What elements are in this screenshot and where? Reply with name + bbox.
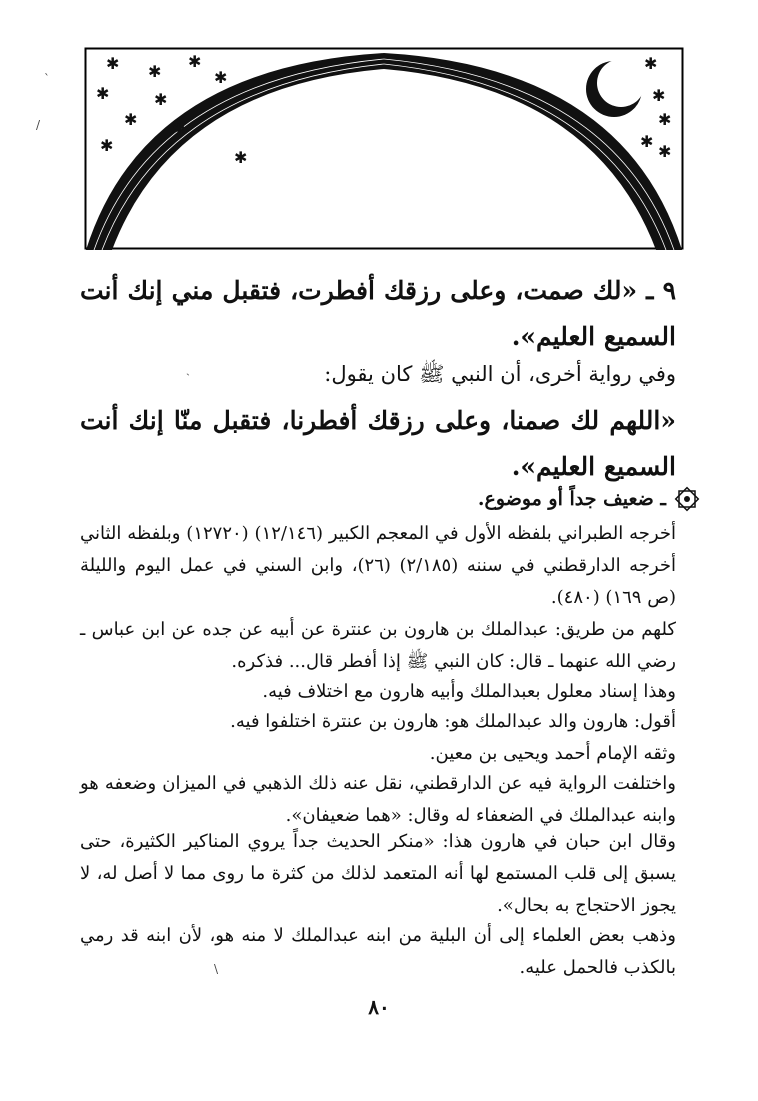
svg-text:✱: ✱ <box>214 68 228 87</box>
paragraph-3: وهذا إسناد معلول بعبدالملك وأبيه هارون مع اختلاف فيه. <box>262 681 676 702</box>
crescent-stars-arch-icon <box>84 47 684 250</box>
svg-text:✱: ✱ <box>172 120 186 139</box>
grade-heading: ـ ضعيف جداً أو موضوع. <box>477 488 666 510</box>
svg-text:✱: ✱ <box>658 110 672 129</box>
scan-mark: / <box>36 118 41 132</box>
paragraph-1: أخرجه الطبراني بلفظه الأول في المعجم الكبير (١٢/١٤٦) (١٢٧٢٠) وبلفظه الثاني أخرجه الدارقطني في سننه (٢/١٨٥) (٢٦)، وابن السني في عمل اليوم والليلة (ص ١٦٩) (٤٨٠). <box>80 523 676 608</box>
banner-illustration <box>84 47 684 250</box>
svg-text:✱: ✱ <box>100 136 114 155</box>
scan-mark: \ <box>214 962 219 976</box>
octagram-star-icon <box>674 486 700 512</box>
svg-text:✱: ✱ <box>148 62 162 81</box>
svg-text:✱: ✱ <box>652 86 666 105</box>
paragraph-2: كلهم من طريق: عبدالملك بن هارون بن عنترة عن أبيه عن جده عن ابن عباس ـ رضي الله عنهما ـ قال: كان النبي ﷺ إذا أفطر قال... فذكره. <box>80 619 676 672</box>
scan-mark: ˎ <box>186 362 190 376</box>
svg-text:✱: ✱ <box>96 84 110 103</box>
svg-text:✱: ✱ <box>124 110 138 129</box>
paragraph-5: وثقه الإمام أحمد ويحيى بن معين. <box>429 743 676 764</box>
svg-text:✱: ✱ <box>188 52 202 71</box>
paragraph-8: وذهب بعض العلماء إلى أن البلية من ابنه عبدالملك لا منه هو، لأن ابنه قد رمي بالكذب فالحمل عليه. <box>80 925 676 978</box>
svg-text:✱: ✱ <box>640 132 654 151</box>
svg-text:✱: ✱ <box>154 90 168 109</box>
hadith-variant-text: «اللهم لك صمنا، وعلى رزقك أفطرنا، فتقبل منّا إنك أنت السميع العليم». <box>80 406 676 481</box>
hadith-main-text: ٩ ـ «لك صمت، وعلى رزقك أفطرت، فتقبل مني إنك أنت السميع العليم». <box>80 276 676 351</box>
paragraph-7: وقال ابن حبان في هارون هذا: «منكر الحديث جداً يروي المناكير الكثيرة، حتى يسبق إلى قلب المستمع لها أنه المتعمد لذلك من كثرة ما روى مما لا أصل له، لا يجوز الاحتجاج به بحال». <box>80 831 676 916</box>
scan-mark: ˋ <box>44 72 50 86</box>
page-number: ٨٠ <box>368 995 390 1019</box>
paragraph-6: واختلفت الرواية فيه عن الدارقطني، نقل عنه ذلك الذهبي في الميزان وضعفه هو وابنه عبدالملك في الضعفاء له وقال: «هما ضعيفان». <box>80 773 676 826</box>
narration-intro: وفي رواية أخرى، أن النبي ﷺ كان يقول: <box>324 362 676 386</box>
paragraph-4: أقول: هارون والد عبدالملك هو: هارون بن عنترة اختلفوا فيه. <box>230 711 676 732</box>
svg-text:✱: ✱ <box>234 148 248 167</box>
svg-text:✱: ✱ <box>106 54 120 73</box>
svg-text:✱: ✱ <box>644 54 658 73</box>
svg-text:✱: ✱ <box>658 142 672 161</box>
